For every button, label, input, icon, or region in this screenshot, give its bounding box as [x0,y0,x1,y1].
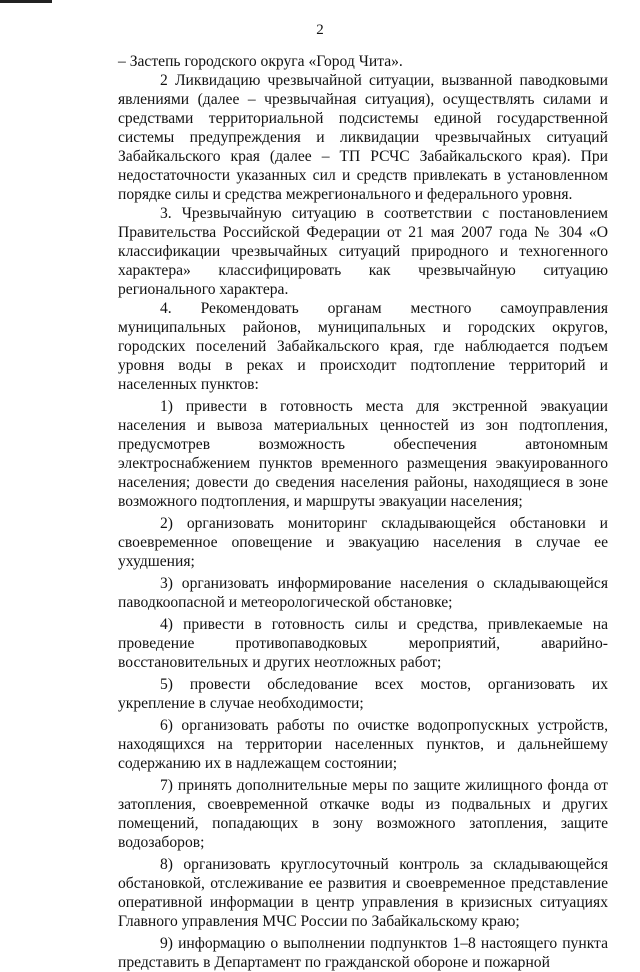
subitem-3: 3) организовать информирование населения о складывающейся паводкоопасной и метеорологической обстановке; [118,575,608,611]
paragraph-item-3: 3. Чрезвычайную ситуацию в соответствии с постановлением Правительства Российской Федерации от 21 мая 2007 года № 304 «О классификации чрезвычайных ситуаций природного и техногенного характера» классифицировать как чрезвычайную ситуацию регионального характера. [118,205,608,298]
subitem-6: 6) организовать работы по очистке водопропускных устройств, находящихся на территории населенных пунктов, и дальнейшему содержанию их в надлежащем состоянии; [118,717,608,772]
subitem-1: 1) привести в готовность места для экстренной эвакуации населения и вывоза материальных ценностей из зон подтопления, предусмотрев возможность обеспечения автономным электроснабжением пунктов временного размещения эвакуированного населения; довести до сведения населения районы, находящиеся в зоне возможного подтопления, и маршруты эвакуации населения; [118,398,608,510]
paragraph-continuation: – Застепь городского округа «Город Чита». [118,53,403,70]
subitem-7: 7) принять дополнительные меры по защите жилищного фонда от затопления, своевременной откачке воды из подвальных и других помещений, попадающих в зону возможного затопления, защите водозаборов; [118,777,608,851]
paragraph-item-2: 2 Ликвидацию чрезвычайной ситуации, вызванной паводковыми явлениями (далее – чрезвычайная ситуация), осуществлять силами и средствами территориальной подсистемы единой государственной системы предупреждения и ликвидации чрезвычайных ситуаций Забайкальского края (далее – ТП РСЧС Забайкальского края). При недостаточности указанных сил и средств привлекать в установленном порядке силы и средства межрегионального и федерального уровня. [118,72,608,203]
page-number: 2 [316,22,324,38]
document-body [118,52,608,972]
subitem-8: 8) организовать круглосуточный контроль за складывающейся обстановкой, отслеживание ее развития и своевременное представление оперативной информации в центр управления в кризисных ситуациях Главного управления МЧС России по Забайкальскому краю; [118,856,608,930]
subitem-9: 9) информацию о выполнении подпунктов 1–8 настоящего пункта представить в Департамент по гражданской обороне и пожарной [118,935,608,971]
top-rule [0,0,52,3]
subitem-2: 2) организовать мониторинг складывающейся обстановки и своевременное оповещение и эвакуацию населения в случае ее ухудшения; [118,515,608,570]
subitem-4: 4) привести в готовность силы и средства, привлекаемые на проведение противопаводковых мероприятий, аварийно-восстановительных и других неотложных работ; [118,616,608,671]
subitem-5: 5) провести обследование всех мостов, организовать их укрепление в случае необходимости; [118,676,608,712]
paragraph-item-4: 4. Рекомендовать органам местного самоуправления муниципальных районов, муниципальных и городских округов, городских поселений Забайкальского края, где наблюдается подъем уровня воды в реках и происходит подтопление территорий и населенных пунктов: [118,300,608,393]
